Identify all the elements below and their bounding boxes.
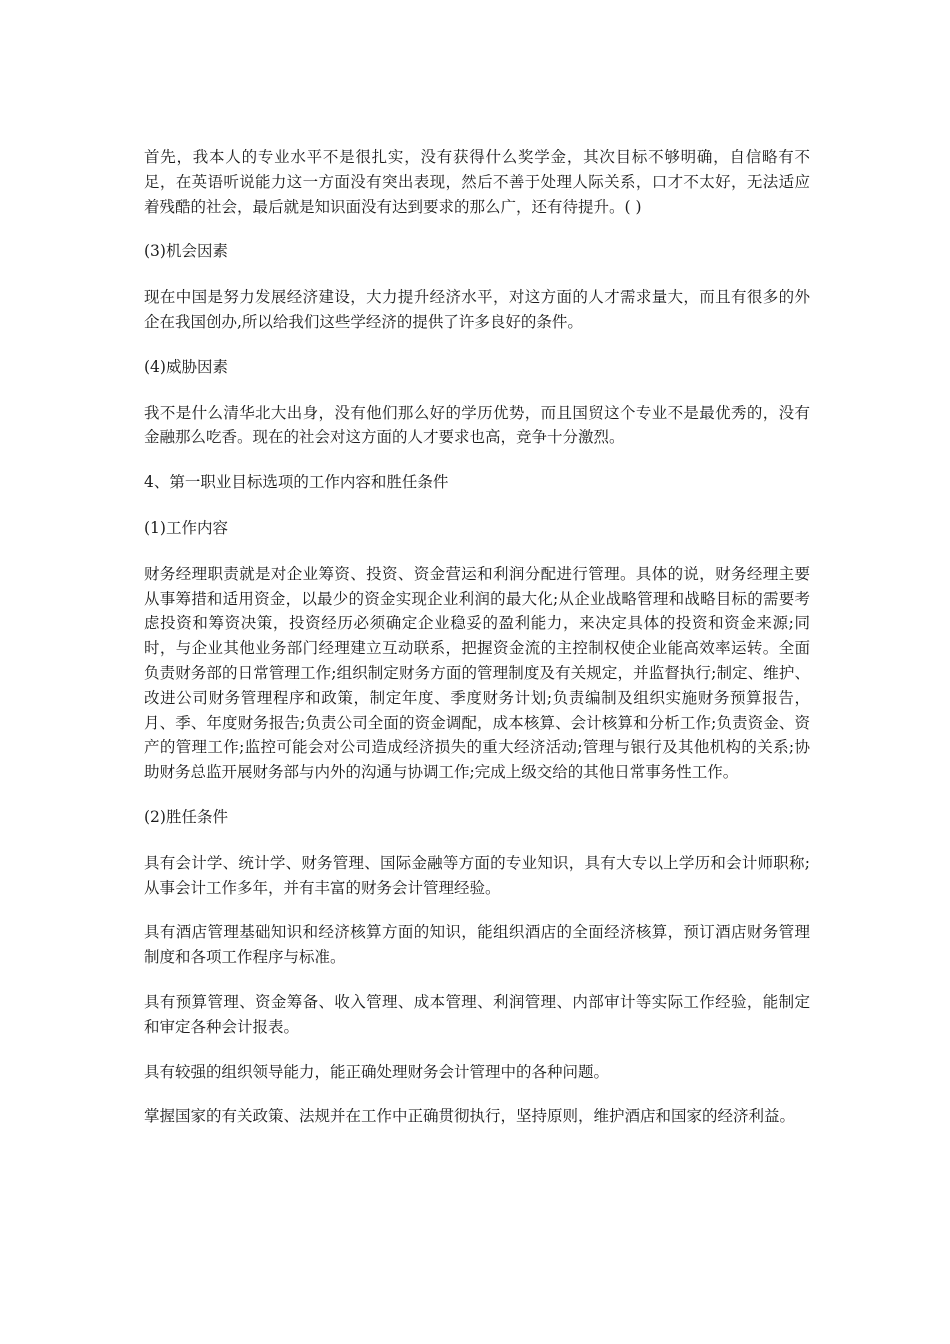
paragraph-qualification-4: 具有较强的组织领导能力，能正确处理财务会计管理中的各种问题。 — [144, 1062, 610, 1081]
paragraph-work-content: 财务经理职责就是对企业筹资、投资、资金营运和利润分配进行管理。具体的说，财务经理主要从事筹措和适用资金，以最少的资金实现企业利润的最大化;从企业战略管理和战略目标的需要考虑投资和筹资决策，投资经历必须确定企业稳妥的盈利能力，来决定具体的投资和资金来源;同时，与企业其他业务部门经理建立互动联系，把握资金流的主控制权使企业能高效率运转。全面负责财务部的日常管理工作;组织制定财务方面的管理制度及有关规定，并监督执行;制定、维护、改进公司财务管理程序和政策，制定年度、季度财务计划;负责编制及组织实施财务预算报告，月、季、年度财务报告;负责公司全面的资金调配，成本核算、会计核算和分析工作;负责资金、资产的管理工作;监控可能会对公司造成经济损失的重大经济活动;管理与银行及其他机构的关系;协助财务总监开展财务部与内外的沟通与协调工作;完成上级交给的其他日常事务性工作。 — [144, 564, 810, 782]
document-page — [144, 145, 810, 1149]
paragraph-threat: 我不是什么清华北大出身，没有他们那么好的学历优势，而且国贸这个专业不是最优秀的，没有金融那么吃香。现在的社会对这方面的人才要求也高，竞争十分激烈。 — [144, 403, 810, 447]
paragraph-qualification-2: 具有酒店管理基础知识和经济核算方面的知识，能组织酒店的全面经济核算，预订酒店财务管理制度和各项工作程序与标准。 — [144, 923, 810, 967]
heading-opportunity: (3)机会因素 — [144, 242, 228, 261]
paragraph-opportunity: 现在中国是努力发展经济建设，大力提升经济水平，对这方面的人才需求量大，而且有很多的外企在我国创办,所以给我们这些学经济的提供了许多良好的条件。 — [144, 288, 810, 331]
paragraph-qualification-5: 掌握国家的有关政策、法规并在工作中正确贯彻执行，坚持原则，维护酒店和国家的经济利益。 — [144, 1107, 796, 1126]
paragraph-qualification-3: 具有预算管理、资金筹备、收入管理、成本管理、利润管理、内部审计等实际工作经验，能制定和审定各种会计报表。 — [144, 992, 810, 1036]
heading-section-4: 4、第一职业目标选项的工作内容和胜任条件 — [144, 473, 449, 492]
paragraph-weakness: 首先，我本人的专业水平不是很扎实，没有获得什么奖学金，其次目标不够明确，自信略有不足，在英语听说能力这一方面没有突出表现，然后不善于处理人际关系，口才不太好，无法适应着残酷的社会，最后就是知识面没有达到要求的那么广，还有待提升。( ) — [144, 148, 810, 216]
heading-work-content: (1)工作内容 — [144, 518, 228, 537]
heading-qualifications: (2)胜任条件 — [144, 807, 228, 826]
paragraph-qualification-1: 具有会计学、统计学、财务管理、国际金融等方面的专业知识，具有大专以上学历和会计师职称;从事会计工作多年，并有丰富的财务会计管理经验。 — [144, 853, 810, 897]
heading-threat: (4)威胁因素 — [144, 357, 228, 376]
